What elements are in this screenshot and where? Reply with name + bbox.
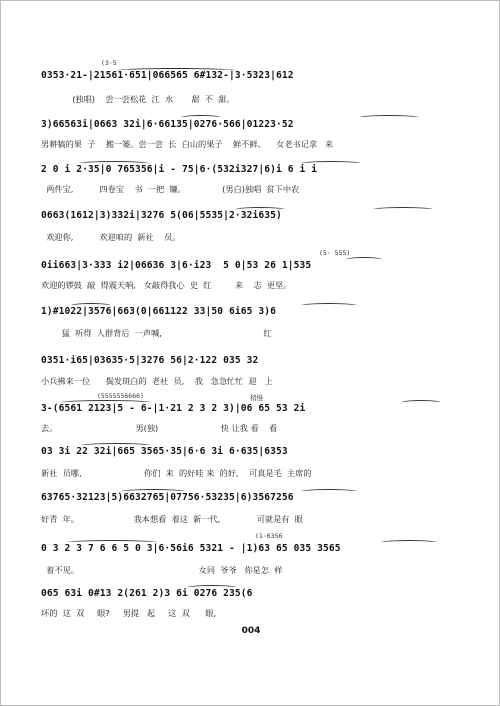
page-number: 004 — [241, 626, 261, 636]
slur-mark — [401, 400, 441, 405]
lyric-line: 好青 年。 我本想看 着这 新一代, 可就是有 眼 — [41, 514, 303, 524]
slur-mark — [67, 540, 157, 545]
notation-line: 03 3i 22 32i|665 3565·35|6·6 3i 6·635|6353 — [41, 446, 288, 457]
notation-line: 065 63i 0#13 2(261 2)3 6i 0276 235(6 — [41, 588, 253, 599]
slur-mark — [71, 303, 111, 308]
slur-mark — [81, 443, 151, 448]
slur-mark — [381, 540, 437, 545]
slur-mark — [79, 161, 149, 166]
slur-mark — [121, 489, 185, 494]
notation-line: 0351·i65|03635·5|3276 56|2·122 035 32 — [41, 355, 259, 366]
lyric-line: 着不见。 女同 爷爷 你是怎 样 — [41, 565, 283, 575]
notation-line: 63765·32123|5)6632765|07756·53235|6)3567256 — [41, 492, 294, 503]
notation-line: 0ii663|3·333 i2|06636 3|6·i23 5 0|53 26 1|535 — [41, 260, 312, 271]
annotation: (5· 555) — [319, 249, 351, 257]
lyric-line: 两件宝, 四卷宝 书 一把 镰。 (男白)独唱 贫下中农 — [41, 184, 300, 194]
notation-line: 1)#1022|3576|663(0|661122 33|50 6i65 3)6 — [41, 306, 277, 317]
annotation: (1·6356 — [255, 532, 283, 540]
lyric-line: (独唱) 尝一尝松花 江 水 甜 不 甜。 — [41, 94, 235, 104]
lyric-line: 新社 员哪, 你们 来 的好哇 来 的好, 可真是毛 主席的 — [41, 468, 312, 478]
slur-mark — [181, 115, 221, 120]
slur-mark — [373, 207, 433, 212]
slur-mark — [235, 207, 285, 212]
annotation: (5555556666) — [97, 392, 144, 400]
notation-line: 3)66563i|0663 32i|6·66135|0276·566|01223·52 — [41, 119, 294, 130]
notation-line: 3-(6561 2123|5 - 6-|1·21 2 3 2 3)|06 65 53 2i — [41, 403, 306, 414]
lyric-line: 欢迎的锣鼓 敲 得震天响, 女敲得我心 史 红 来 志 更坚。 — [41, 280, 292, 290]
notation-line: 0353·21-|21561·651|066565 6#132-|3·5323|612 — [41, 70, 294, 81]
annotation: 稍慢 — [250, 394, 263, 402]
slur-mark — [301, 489, 357, 494]
slur-mark — [301, 303, 357, 308]
slur-mark — [346, 257, 382, 262]
lyric-line: 小兵拂来一位 鬓发斑白的 老社 员, 我 急急忙忙 迎 上 — [41, 376, 273, 386]
lyric-line: 坏的 这 双 眼? 男提 起 这 双 眼, — [41, 608, 217, 618]
slur-mark — [359, 115, 419, 120]
annotation: (3·5 — [101, 59, 117, 67]
slur-mark — [301, 161, 361, 166]
lyric-line: 去。 男(独) 快 让我 看 看 — [41, 423, 278, 433]
notation-line: 0 3 2 3 7 6 6 5 0 3|6·56i6 5321 - |1)63 65 035 3565 — [41, 543, 341, 554]
slur-mark — [187, 585, 237, 590]
lyric-line: 男耕犒的果 子 搬一篓。尝一尝 长 白山的果子 鲜不鲜。 女老书记拿 来 — [41, 139, 334, 149]
slur-mark — [117, 68, 235, 73]
lyric-line: 欢迎你, 欢迎咱的 新社 员。 — [41, 232, 181, 242]
lyric-line: 猛 听得 人群背后 一声喊, 红 — [41, 328, 272, 338]
notation-line: 2 0 i 2·35|0 765356|i - 75|6·(532i327|6)i 6 i i — [41, 164, 318, 175]
slur-mark — [61, 400, 151, 405]
notation-line: 0663(1612|3)332i|3276 5(06|5535|2·32i635) — [41, 210, 282, 221]
